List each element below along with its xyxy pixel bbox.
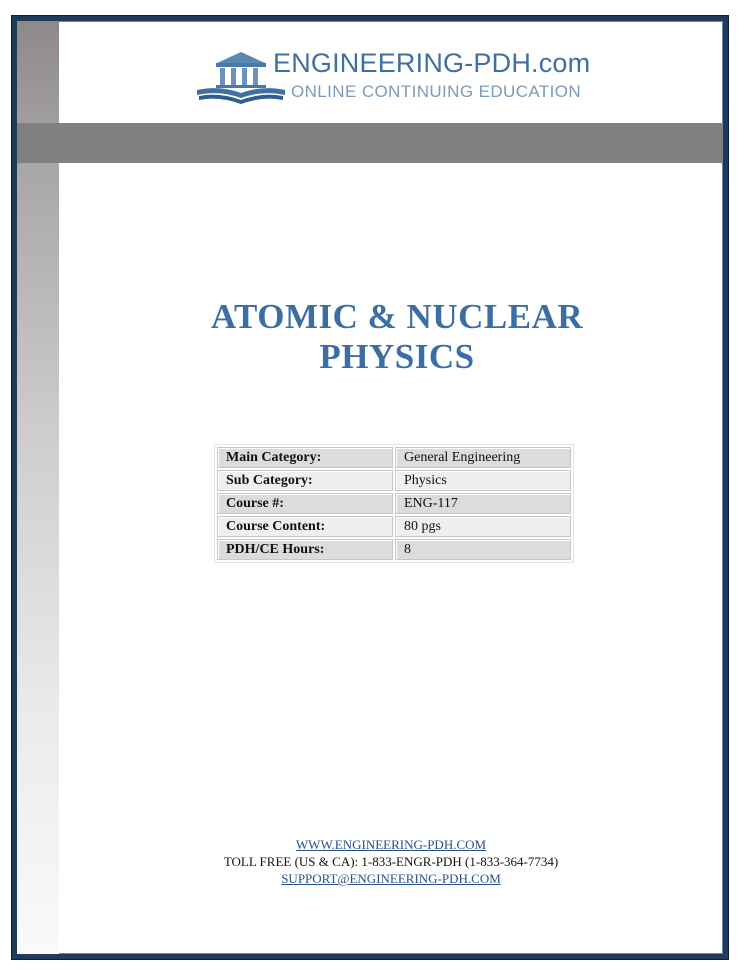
main-category-label: Main Category: <box>217 447 393 468</box>
course-number-value: ENG-117 <box>395 493 571 514</box>
logo-tagline: ONLINE CONTINUING EDUCATION <box>291 82 582 101</box>
course-content-label: Course Content: <box>217 516 393 537</box>
page-frame <box>12 16 728 959</box>
table-row <box>217 516 571 537</box>
logo-name: ENGINEERING-PDH.com <box>273 48 591 78</box>
pdh-hours-value: 8 <box>395 539 571 560</box>
course-content-value: 80 pgs <box>395 516 571 537</box>
table-row <box>217 493 571 514</box>
table-row <box>217 539 571 560</box>
website-link[interactable]: WWW.ENGINEERING-PDH.COM <box>295 837 487 852</box>
logo <box>195 49 595 109</box>
sub-category-value: Physics <box>395 470 571 491</box>
header-band <box>17 123 723 163</box>
course-title-line1: ATOMIC & NUCLEAR <box>210 297 584 336</box>
course-info-table <box>215 445 573 562</box>
pdh-hours-label: PDH/CE Hours: <box>217 539 393 560</box>
course-number-label: Course #: <box>217 493 393 514</box>
table-row <box>217 447 571 468</box>
course-title-line2: PHYSICS <box>319 337 475 376</box>
sub-category-label: Sub Category: <box>217 470 393 491</box>
table-row <box>217 470 571 491</box>
phone-text: TOLL FREE (US & CA): 1-833-ENGR-PDH (1-833-364-7734) <box>223 854 559 869</box>
support-email-link[interactable]: SUPPORT@ENGINEERING-PDH.COM <box>281 871 501 886</box>
footer <box>117 836 665 887</box>
course-title <box>117 297 677 377</box>
main-category-value: General Engineering <box>395 447 571 468</box>
